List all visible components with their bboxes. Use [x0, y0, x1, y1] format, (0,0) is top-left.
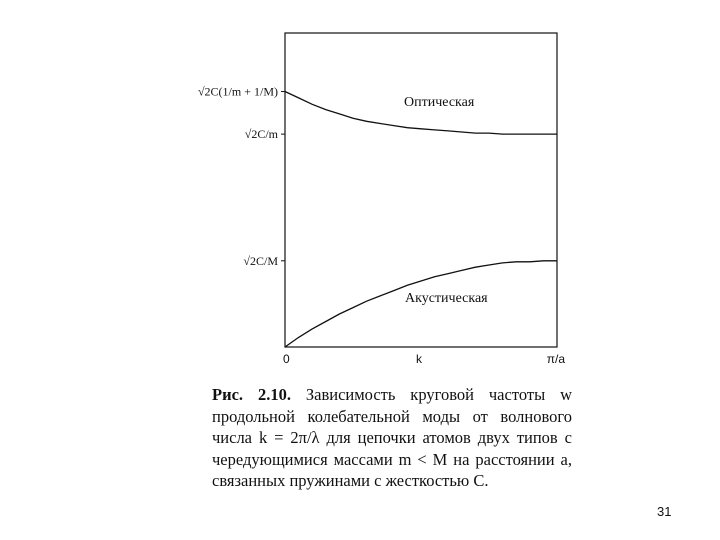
x-tick-label: π/a: [546, 352, 565, 366]
series-lines: [285, 92, 557, 348]
x-tick-labels: [283, 352, 565, 366]
page-number: 31: [657, 504, 672, 519]
x-tick-label: k: [416, 352, 422, 366]
caption-lead: Рис. 2.10.: [212, 385, 291, 404]
series-label-optical: Оптическая: [404, 95, 475, 110]
figure-caption: [212, 384, 572, 492]
series-label-acoustic: Акустическая: [405, 291, 488, 306]
y-tick-label: √2C/m: [244, 127, 278, 142]
y-tick-labels: [198, 85, 285, 268]
caption-text: Зависимость круговой частоты w продольной колебательной моды от волнового числа k = 2π/λ для цепочки атомов двух типов с чередующимися массами m < M на расстоянии a, связанных пружинами с жесткостью C.: [212, 385, 572, 490]
y-tick-label: √2C(1/m + 1/M): [197, 84, 278, 99]
y-tick-label: √2C/M: [243, 253, 278, 268]
x-tick-label: 0: [283, 352, 290, 366]
